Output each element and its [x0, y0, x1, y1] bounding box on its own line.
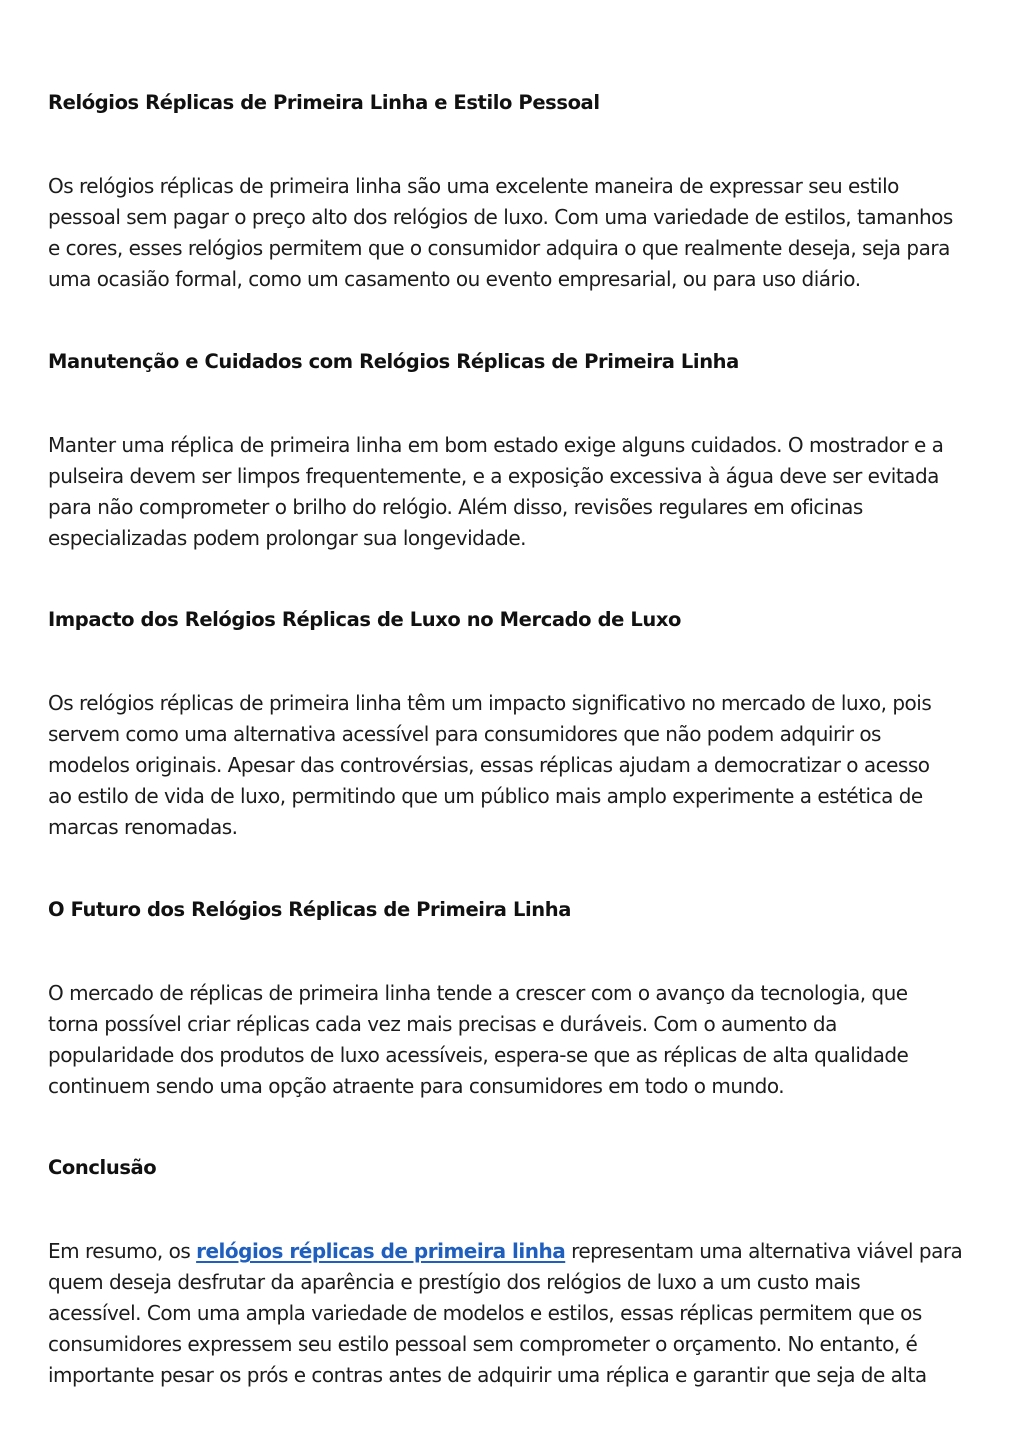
paragraph-line: Manter uma réplica de primeira linha em bom estado exige alguns cuidados. O mostrador e a: [48, 433, 944, 457]
paragraph-line: acessível. Com uma ampla variedade de modelos e estilos, essas réplicas permitem que os: [48, 1301, 922, 1325]
section-heading: Manutenção e Cuidados com Relógios Réplicas de Primeira Linha: [48, 350, 739, 373]
paragraph-line: Os relógios réplicas de primeira linha são uma excelente maneira de expressar seu estilo: [48, 174, 899, 198]
section-paragraph: [48, 430, 978, 554]
paragraph-line: ao estilo de vida de luxo, permitindo que um público mais amplo experimente a estética de: [48, 784, 923, 808]
paragraph-line: servem como uma alternativa acessível para consumidores que não podem adquirir os: [48, 722, 881, 746]
paragraph-line: para não comprometer o brilho do relógio. Além disso, revisões regulares em oficinas: [48, 495, 863, 519]
paragraph-line: torna possível criar réplicas cada vez mais precisas e duráveis. Com o aumento da: [48, 1012, 837, 1036]
paragraph-line: importante pesar os prós e contras antes de adquirir uma réplica e garantir que seja de alta: [48, 1363, 927, 1387]
paragraph-line: modelos originais. Apesar das controvérsias, essas réplicas ajudam a democratizar o acesso: [48, 753, 930, 777]
section-heading: Impacto dos Relógios Réplicas de Luxo no Mercado de Luxo: [48, 608, 682, 631]
paragraph-line: popularidade dos produtos de luxo acessíveis, espera-se que as réplicas de alta qualidade: [48, 1043, 909, 1067]
section-paragraph: [48, 688, 978, 843]
section-heading: Relógios Réplicas de Primeira Linha e Estilo Pessoal: [48, 91, 600, 114]
line-prefix: Em resumo, os: [48, 1239, 197, 1263]
paragraph-line: uma ocasião formal, como um casamento ou evento empresarial, ou para uso diário.: [48, 267, 861, 291]
conclusion-paragraph: [48, 1236, 978, 1391]
section-heading: O Futuro dos Relógios Réplicas de Primeira Linha: [48, 898, 571, 921]
paragraph-line: pessoal sem pagar o preço alto dos relógios de luxo. Com uma variedade de estilos, tamanhos: [48, 205, 953, 229]
paragraph-line: quem deseja desfrutar da aparência e prestígio dos relógios de luxo a um custo mais: [48, 1270, 861, 1294]
paragraph-line: [48, 1236, 978, 1267]
section-paragraph: [48, 978, 978, 1102]
paragraph-line: pulseira devem ser limpos frequentemente, e a exposição excessiva à água deve ser evitada: [48, 464, 939, 488]
conclusion-heading: Conclusão: [48, 1156, 157, 1179]
paragraph-line: O mercado de réplicas de primeira linha tende a crescer com o avanço da tecnologia, que: [48, 981, 908, 1005]
paragraph-line: Os relógios réplicas de primeira linha têm um impacto significativo no mercado de luxo, pois: [48, 691, 932, 715]
section-paragraph: [48, 171, 978, 295]
paragraph-line: e cores, esses relógios permitem que o consumidor adquira o que realmente deseja, seja para: [48, 236, 950, 260]
paragraph-line: marcas renomadas.: [48, 815, 238, 839]
line-suffix: representam uma alternativa viável para: [565, 1239, 963, 1263]
paragraph-line: consumidores expressem seu estilo pessoal sem comprometer o orçamento. No entanto, é: [48, 1332, 918, 1356]
paragraph-line: continuem sendo uma opção atraente para consumidores em todo o mundo.: [48, 1074, 785, 1098]
paragraph-line: especializadas podem prolongar sua longevidade.: [48, 526, 526, 550]
replica-watches-link[interactable]: relógios réplicas de primeira linha: [196, 1239, 566, 1263]
